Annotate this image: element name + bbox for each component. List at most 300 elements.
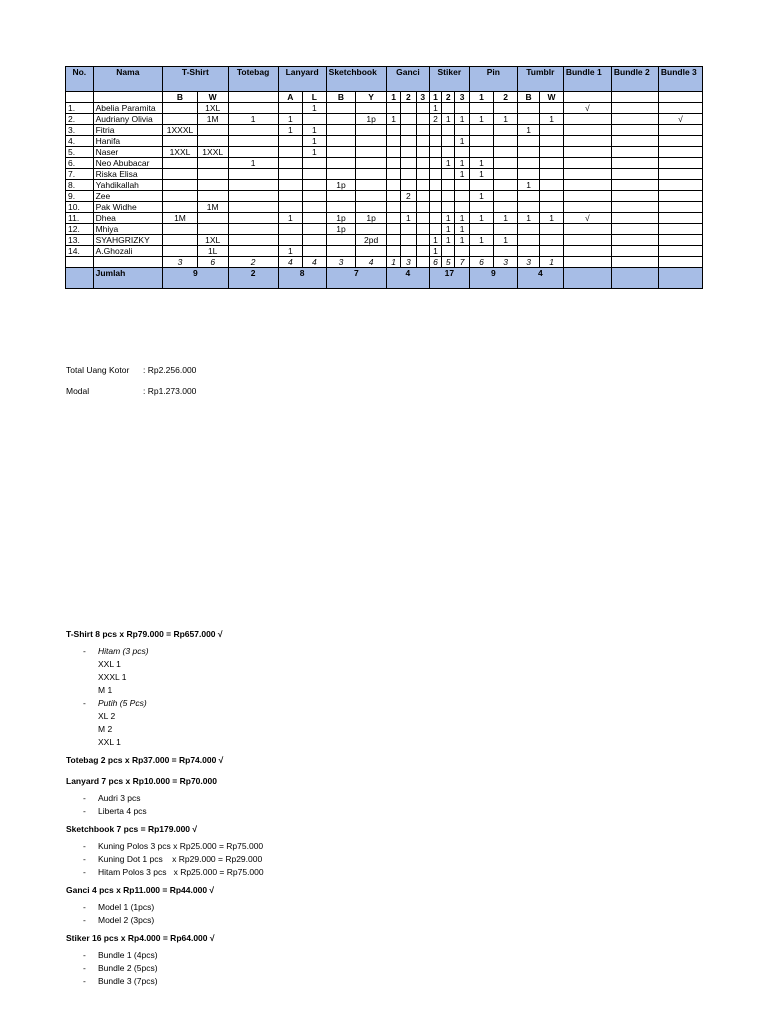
ganci-list — [66, 901, 706, 927]
column-subheader: B — [163, 92, 198, 103]
column-header: Pin — [469, 67, 517, 92]
table-cell: √ — [563, 103, 611, 114]
table-cell — [611, 180, 658, 191]
jumlah-ganci: 4 — [386, 268, 429, 289]
table-cell: 1 — [442, 224, 455, 235]
table-cell — [228, 180, 278, 191]
table-cell — [494, 169, 518, 180]
column-subheader: W — [540, 92, 564, 103]
table-cell — [517, 202, 539, 213]
table-cell — [442, 147, 455, 158]
table-cell — [303, 213, 327, 224]
column-subheader: W — [197, 92, 228, 103]
table-cell: 1 — [442, 213, 455, 224]
table-cell: 1p — [356, 213, 387, 224]
table-cell — [326, 158, 356, 169]
table-cell: 8. — [66, 180, 94, 191]
table-cell: 1 — [228, 158, 278, 169]
list-item: - Model 1 (1pcs) — [83, 902, 155, 912]
table-cell: 1 — [303, 147, 327, 158]
table-cell — [356, 224, 387, 235]
table-row — [66, 202, 703, 213]
table-cell: 7. — [66, 169, 94, 180]
name-cell: Dhea — [93, 213, 163, 224]
column-header: Stiker — [429, 67, 469, 92]
table-cell — [416, 136, 429, 147]
table-cell — [494, 246, 518, 257]
table-cell — [163, 180, 198, 191]
table-cell — [356, 169, 387, 180]
table-cell: 1 — [303, 125, 327, 136]
subtotal-cell — [611, 257, 658, 268]
subtotal-cell: 1 — [540, 257, 564, 268]
subtotal-cell: 3 — [517, 257, 539, 268]
table-cell — [494, 180, 518, 191]
table-cell — [658, 235, 702, 246]
table-cell — [386, 136, 400, 147]
subtotal-cell — [563, 257, 611, 268]
table-cell — [429, 213, 441, 224]
table-cell — [429, 191, 441, 202]
table-row — [66, 103, 703, 114]
table-cell — [494, 136, 518, 147]
table-cell: √ — [563, 213, 611, 224]
table-cell: 1 — [442, 235, 455, 246]
list-item: - Hitam Polos 3 pcs x Rp25.000 = Rp75.000 — [83, 867, 264, 877]
table-cell — [163, 169, 198, 180]
table-cell — [303, 169, 327, 180]
table-cell — [228, 246, 278, 257]
table-cell — [455, 125, 469, 136]
sub-item: XXL 1 — [98, 737, 121, 747]
table-cell: 1 — [228, 114, 278, 125]
table-cell — [303, 202, 327, 213]
name-cell: Hanifa — [93, 136, 163, 147]
table-cell: 1 — [455, 136, 469, 147]
sub-item: XL 2 — [98, 711, 116, 721]
table-row — [66, 213, 703, 224]
table-cell — [278, 180, 303, 191]
table-cell — [658, 158, 702, 169]
list-item: - Liberta 4 pcs — [83, 806, 147, 816]
table-cell — [540, 158, 564, 169]
table-cell — [163, 202, 198, 213]
table-cell — [429, 169, 441, 180]
sub-item: XXXL 1 — [98, 672, 127, 682]
lanyard-heading: Lanyard 7 pcs x Rp10.000 = Rp70.000 — [66, 776, 217, 786]
table-cell: 1 — [429, 103, 441, 114]
table-cell: 10. — [66, 202, 94, 213]
table-cell — [303, 191, 327, 202]
subtotal-cell — [658, 257, 702, 268]
subtotal-cell: 6 — [469, 257, 494, 268]
table-cell — [326, 202, 356, 213]
list-item: - Model 2 (3pcs) — [83, 915, 155, 925]
subtotal-cell: 4 — [303, 257, 327, 268]
table-cell — [429, 224, 441, 235]
table-cell — [303, 246, 327, 257]
table-cell — [658, 202, 702, 213]
column-subheader — [93, 92, 163, 103]
table-row — [66, 125, 703, 136]
table-cell — [442, 103, 455, 114]
table-cell — [163, 246, 198, 257]
table-cell — [455, 180, 469, 191]
table-cell — [416, 213, 429, 224]
table-cell — [442, 180, 455, 191]
modal-label: Modal — [66, 386, 90, 396]
table-cell — [611, 147, 658, 158]
list-item: - Putih (5 Pcs) — [83, 698, 147, 708]
table-cell — [163, 103, 198, 114]
table-cell: 1XXL — [163, 147, 198, 158]
table-cell: 1 — [494, 114, 518, 125]
table-cell — [563, 191, 611, 202]
table-cell — [401, 202, 416, 213]
table-cell: 1 — [278, 213, 303, 224]
table-cell — [416, 169, 429, 180]
putih-label: Putih (5 Pcs) — [98, 698, 147, 708]
column-header: Totebag — [228, 67, 278, 92]
table-cell — [658, 191, 702, 202]
subtotal-cell: 1 — [386, 257, 400, 268]
subtotal-cell: 5 — [442, 257, 455, 268]
table-cell: 1XXL — [197, 147, 228, 158]
table-cell — [658, 103, 702, 114]
table-cell — [517, 191, 539, 202]
table-cell — [469, 224, 494, 235]
column-subheader: 2 — [401, 92, 416, 103]
table-cell — [228, 191, 278, 202]
table-cell — [611, 136, 658, 147]
table-cell — [356, 136, 387, 147]
stiker-heading: Stiker 16 pcs x Rp4.000 = Rp64.000 √ — [66, 933, 215, 943]
table-cell — [228, 103, 278, 114]
table-cell — [401, 246, 416, 257]
jumlah-stiker: 17 — [429, 268, 469, 289]
column-subheader — [563, 92, 611, 103]
table-cell — [442, 191, 455, 202]
table-cell — [455, 191, 469, 202]
sub-item: M 1 — [98, 685, 113, 695]
table-cell — [469, 136, 494, 147]
table-cell — [540, 191, 564, 202]
table-cell — [563, 158, 611, 169]
column-header: T-Shirt — [163, 67, 228, 92]
column-header: Ganci — [386, 67, 429, 92]
list-item: - Bundle 3 (7pcs) — [83, 976, 158, 986]
table-cell: 1p — [326, 180, 356, 191]
subtotal-cell: 4 — [278, 257, 303, 268]
table-cell — [442, 246, 455, 257]
column-header: No. — [66, 67, 94, 92]
table-cell — [563, 246, 611, 257]
table-cell: 1 — [469, 191, 494, 202]
table-cell — [517, 235, 539, 246]
subtotal-cell — [66, 257, 94, 268]
ganci-heading: Ganci 4 pcs x Rp11.000 = Rp44.000 √ — [66, 885, 215, 895]
name-cell: Yahdikallah — [93, 180, 163, 191]
name-cell: A.Ghozali — [93, 246, 163, 257]
table-cell — [303, 180, 327, 191]
table-cell — [356, 158, 387, 169]
table-cell — [658, 169, 702, 180]
table-cell — [517, 246, 539, 257]
table-cell — [416, 158, 429, 169]
name-cell: Audriany Olivia — [93, 114, 163, 125]
table-cell — [356, 147, 387, 158]
table-cell — [386, 180, 400, 191]
table-cell: 1 — [386, 114, 400, 125]
table-cell — [611, 246, 658, 257]
table-cell — [278, 224, 303, 235]
table-cell — [401, 224, 416, 235]
table-cell — [494, 202, 518, 213]
column-subheader: B — [517, 92, 539, 103]
table-cell — [469, 147, 494, 158]
table-cell — [540, 224, 564, 235]
table-cell — [386, 235, 400, 246]
table-cell — [197, 169, 228, 180]
column-header: Bundle 2 — [611, 67, 658, 92]
table-cell: 1 — [517, 125, 539, 136]
table-cell — [540, 125, 564, 136]
table-cell — [429, 125, 441, 136]
jumlah-tumblr: 4 — [517, 268, 563, 289]
table-cell — [326, 191, 356, 202]
table-cell: 1 — [517, 213, 539, 224]
subtotal-cell — [93, 257, 163, 268]
table-cell — [386, 246, 400, 257]
table-cell — [326, 136, 356, 147]
table-header-row — [66, 67, 703, 92]
table-row — [66, 191, 703, 202]
column-header: Bundle 1 — [563, 67, 611, 92]
table-cell: 2pd — [356, 235, 387, 246]
table-cell — [278, 103, 303, 114]
table-cell: 1XL — [197, 235, 228, 246]
table-cell — [469, 180, 494, 191]
column-subheader — [228, 92, 278, 103]
lanyard-list — [66, 792, 706, 818]
table-cell: 2 — [401, 191, 416, 202]
table-cell: 1 — [455, 224, 469, 235]
table-cell — [401, 114, 416, 125]
table-cell — [563, 235, 611, 246]
table-cell — [197, 136, 228, 147]
name-cell: Zee — [93, 191, 163, 202]
table-cell — [429, 136, 441, 147]
table-cell — [494, 158, 518, 169]
table-cell — [429, 180, 441, 191]
table-cell: 1XXXL — [163, 125, 198, 136]
column-subheader: 3 — [455, 92, 469, 103]
name-cell: Abelia Paramita — [93, 103, 163, 114]
table-cell — [469, 202, 494, 213]
table-cell: 1 — [455, 213, 469, 224]
table-cell — [386, 191, 400, 202]
table-cell — [658, 136, 702, 147]
table-cell — [517, 158, 539, 169]
table-cell — [163, 224, 198, 235]
column-subheader: B — [326, 92, 356, 103]
table-cell — [356, 103, 387, 114]
subtotal-cell: 2 — [228, 257, 278, 268]
table-cell — [386, 147, 400, 158]
table-cell — [442, 169, 455, 180]
table-cell: 1 — [455, 158, 469, 169]
table-cell — [611, 235, 658, 246]
table-cell — [563, 169, 611, 180]
table-cell — [540, 147, 564, 158]
table-row — [66, 224, 703, 235]
table-row — [66, 169, 703, 180]
table-cell — [163, 114, 198, 125]
sketchbook-list — [66, 840, 706, 879]
table-cell — [416, 114, 429, 125]
table-cell: 1 — [494, 213, 518, 224]
table-cell — [517, 103, 539, 114]
table-row — [66, 136, 703, 147]
table-cell — [658, 125, 702, 136]
table-cell — [442, 136, 455, 147]
table-cell: 1 — [540, 114, 564, 125]
table-cell — [197, 213, 228, 224]
table-cell — [163, 191, 198, 202]
table-cell — [326, 114, 356, 125]
list-item: - Kuning Polos 3 pcs x Rp25.000 = Rp75.000 — [83, 841, 264, 851]
sub-item: XXL 1 — [98, 659, 121, 669]
table-row — [66, 114, 703, 125]
table-cell — [658, 246, 702, 257]
jumlah-tshirt: 9 — [163, 268, 228, 289]
subtotal-cell: 6 — [429, 257, 441, 268]
list-item: - Bundle 1 (4pcs) — [83, 950, 158, 960]
total-kotor-value: : Rp2.256.000 — [143, 365, 197, 375]
subtotal-row — [66, 257, 703, 268]
table-cell — [563, 114, 611, 125]
stiker-list — [66, 949, 706, 988]
table-cell: 11. — [66, 213, 94, 224]
table-cell: 1 — [455, 235, 469, 246]
table-body — [66, 103, 703, 257]
table-cell — [494, 224, 518, 235]
table-cell — [469, 125, 494, 136]
table-cell — [228, 125, 278, 136]
total-kotor-line — [66, 365, 196, 375]
table-subheader-row — [66, 92, 703, 103]
table-cell — [517, 147, 539, 158]
list-item: - Audri 3 pcs — [83, 793, 141, 803]
table-cell — [303, 235, 327, 246]
table-cell — [401, 180, 416, 191]
table-cell: 1 — [517, 180, 539, 191]
table-cell: 1p — [356, 114, 387, 125]
table-cell — [469, 246, 494, 257]
table-cell: 1. — [66, 103, 94, 114]
table-cell — [658, 224, 702, 235]
table-cell — [356, 180, 387, 191]
table-cell: 1 — [278, 125, 303, 136]
table-cell — [658, 213, 702, 224]
table-cell: 1M — [163, 213, 198, 224]
tshirt-heading: T-Shirt 8 pcs x Rp79.000 = Rp657.000 √ — [66, 629, 223, 639]
column-subheader: 2 — [494, 92, 518, 103]
table-cell — [611, 125, 658, 136]
table-cell — [401, 147, 416, 158]
table-cell — [563, 125, 611, 136]
table-cell — [228, 147, 278, 158]
table-cell — [163, 235, 198, 246]
table-cell — [429, 158, 441, 169]
table-cell — [197, 180, 228, 191]
table-cell — [517, 224, 539, 235]
table-cell — [540, 136, 564, 147]
table-cell: 1 — [455, 169, 469, 180]
table-cell — [540, 202, 564, 213]
table-cell: 2. — [66, 114, 94, 125]
table-cell — [416, 125, 429, 136]
column-header: Sketchbook — [326, 67, 386, 92]
subtotal-cell: 3 — [163, 257, 198, 268]
table-cell — [356, 191, 387, 202]
modal-line — [66, 386, 196, 396]
subtotal-cell: 7 — [455, 257, 469, 268]
table-cell — [563, 202, 611, 213]
table-cell — [303, 224, 327, 235]
table-cell — [563, 136, 611, 147]
column-subheader: 3 — [416, 92, 429, 103]
table-cell — [228, 213, 278, 224]
subtotal-cell: 3 — [494, 257, 518, 268]
table-cell — [455, 202, 469, 213]
totebag-heading: Totebag 2 pcs x Rp37.000 = Rp74.000 √ — [66, 755, 224, 765]
table-cell — [429, 202, 441, 213]
table-cell: 1 — [401, 213, 416, 224]
table-cell: 1 — [442, 114, 455, 125]
table-cell — [416, 103, 429, 114]
table-cell — [278, 235, 303, 246]
table-cell — [386, 202, 400, 213]
name-cell: Mhiya — [93, 224, 163, 235]
column-subheader — [658, 92, 702, 103]
table-cell: 1p — [326, 213, 356, 224]
column-subheader: Y — [356, 92, 387, 103]
sketchbook-heading: Sketchbook 7 pcs = Rp179.000 √ — [66, 824, 198, 834]
column-header: Bundle 3 — [658, 67, 702, 92]
table-cell — [356, 125, 387, 136]
table-cell — [326, 169, 356, 180]
table-cell — [563, 224, 611, 235]
table-cell — [401, 169, 416, 180]
table-cell — [563, 180, 611, 191]
table-cell — [416, 235, 429, 246]
table-cell — [611, 202, 658, 213]
table-cell: 1 — [494, 235, 518, 246]
table-cell — [401, 158, 416, 169]
table-cell: 1M — [197, 114, 228, 125]
name-cell: Riska Elisa — [93, 169, 163, 180]
table-cell: 1p — [326, 224, 356, 235]
table-cell — [326, 103, 356, 114]
table-cell — [563, 147, 611, 158]
table-cell: 3. — [66, 125, 94, 136]
table-cell: 1 — [469, 158, 494, 169]
table-cell: 1 — [429, 246, 441, 257]
table-cell — [611, 103, 658, 114]
table-row — [66, 147, 703, 158]
table-cell — [278, 136, 303, 147]
